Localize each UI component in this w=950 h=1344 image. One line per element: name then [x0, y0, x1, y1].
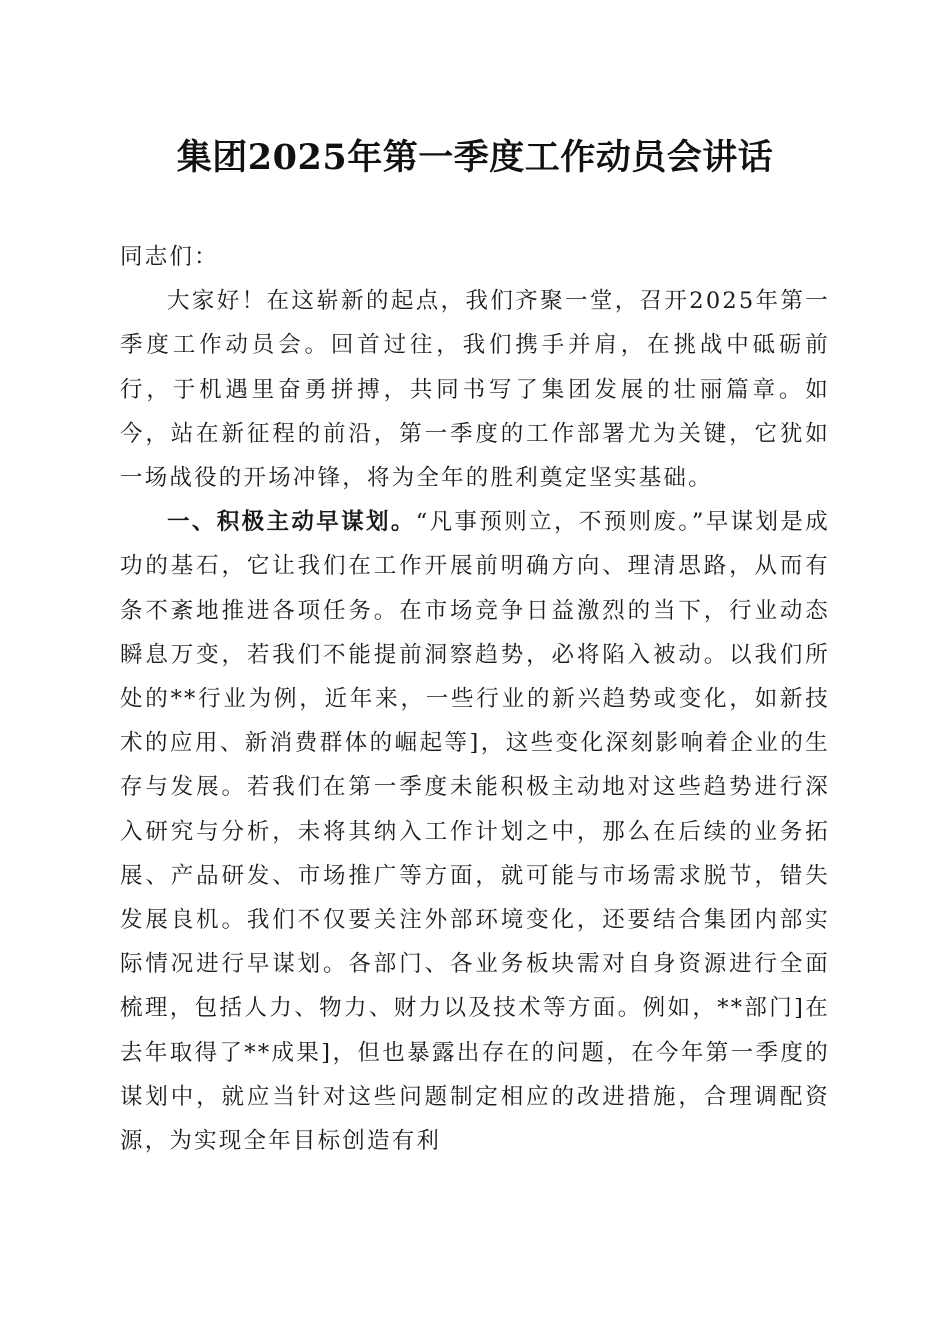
section-1-heading: 一、积极主动早谋划。 — [167, 509, 416, 536]
paragraph-section-1 — [120, 500, 830, 1163]
document-title: 集团2025年第一季度工作动员会讲话 — [176, 137, 774, 178]
section-1-text: “凡事预则立，不预则废。”早谋划是成功的基石，它让我们在工作开展前明确方向、理清思路，从而有条不紊地推进各项任务。在市场竞争日益激烈的当下，行业动态瞬息万变，若我们不能提前洞察趋势，必将陷入被动。以我们所处的**行业为例，近年来，一些行业的新兴趋势或变化，如新技术的应用、新消费群体的崛起等]，这些变化深刻影响着企业的生存与发展。若我们在第一季度未能积极主动地对这些趋势进行深入研究与分析，未将其纳入工作计划之中，那么在后续的业务拓展、产品研发、市场推广等方面，就可能与市场需求脱节，错失发展良机。我们不仅要关注外部环境变化，还要结合集团内部实际情况进行早谋划。各部门、各业务板块需对自身资源进行全面梳理，包括人力、物力、财力以及技术等方面。例如，**部门]在去年取得了**成果]，但也暴露出存在的问题，在今年第一季度的谋划中，就应当针对这些问题制定相应的改进措施，合理调配资源，为实现全年目标创造有利 — [120, 509, 830, 1155]
salutation: 同志们： — [120, 244, 219, 270]
paragraph-intro: 大家好！在这崭新的起点，我们齐聚一堂，召开2025年第一季度工作动员会。回首过往，我们携手并肩，在挑战中砥砺前行，于机遇里奋勇拼搏，共同书写了集团发展的壮丽篇章。如今，站在新征程的前沿，第一季度的工作部署尤为关键，它犹如一场战役的开场冲锋，将为全年的胜利奠定坚实基础。 — [120, 288, 830, 492]
document-body — [120, 235, 830, 1163]
